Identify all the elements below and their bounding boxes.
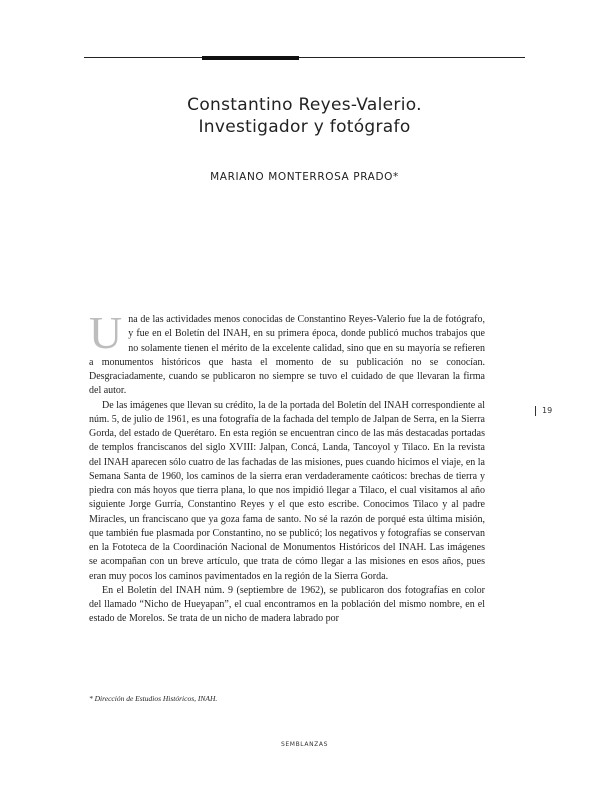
article-title	[84, 94, 525, 138]
page-number: 19	[535, 406, 552, 416]
paragraph-3: En el Boletín del INAH núm. 9 (septiembre de 1962), se publicaron dos fotografías en color del llamado “Nicho de Hueyapan”, el cual encontramos en la población del mismo nombre, en el estado de Morelos. Se trata de un nicho de madera labrado por	[89, 584, 485, 625]
footnote: * Dirección de Estudios Históricos, INAH.	[89, 694, 218, 703]
paragraph-2: De las imágenes que llevan su crédito, la de la portada del Boletín del INAH correspondiente al núm. 5, de julio de 1961, es una fotografía de la fachada del templo de Jalpan de Serra, en la Sierra Gorda, del estado de Querétaro. En esta región se encuentran cinco de las más destacadas portadas de templos franciscanos del siglo XVIII: Jalpan, Concá, Landa, Tancoyol y Tilaco. En la revista del INAH aparecen sólo cuatro de las fachadas de las misiones, pues cuando hicimos el viaje, en la Semana Santa de 1960, los caminos de la sierra eran verdaderamente caóticos: brechas de tierra y piedra con más hoyos que tierra plana, lo que nos impidió llegar a Tilaco, el cual visitamos al año siguiente Jorge Gurría, Constantino Reyes y el que esto escribe. Conocimos Tilaco y al padre Miracles, un franciscano que ya goza fama de santo. No sé la razón de porqué esta última misión, que también fue plasmada por Constantino, no se publicó; los negativos y fotografías se conservan en la Fototeca de la Coordinación Nacional de Monumentos Históricos del INAH. Las imágenes se acompañan con un breve artículo, que trata de cómo llegar a las misiones en esos años, pues eran muy pocos los caminos pavimentados en la región de la Sierra Gorda.	[89, 399, 485, 582]
paragraph-1	[89, 307, 485, 399]
article-author: MARIANO MONTERROSA PRADO*	[210, 171, 399, 183]
section-footer: SEMBLANZAS	[281, 741, 328, 748]
header-rule	[84, 57, 525, 58]
title-line-2: Investigador y fotógrafo	[198, 117, 411, 137]
article-body	[89, 307, 485, 627]
drop-cap: U	[89, 307, 123, 358]
title-line-1: Constantino Reyes-Valerio.	[187, 95, 422, 115]
paragraph-1-text: na de las actividades menos conocidas de Constantino Reyes-Valerio fue la de fotógrafo, y fue en el Boletín del INAH, en su primera época, donde publicó muchos trabajos que no solamente tienen el mérito de la excelente calidad, sino que en su mayoría se refieren a monumentos históricos que hasta el momento de su publicación no se conocían. Desgraciadamente, cuando se publicaron no siempre se tuvo el cuidado de que llevaran la firma del autor.	[89, 314, 485, 397]
header-rule-accent	[202, 56, 299, 60]
